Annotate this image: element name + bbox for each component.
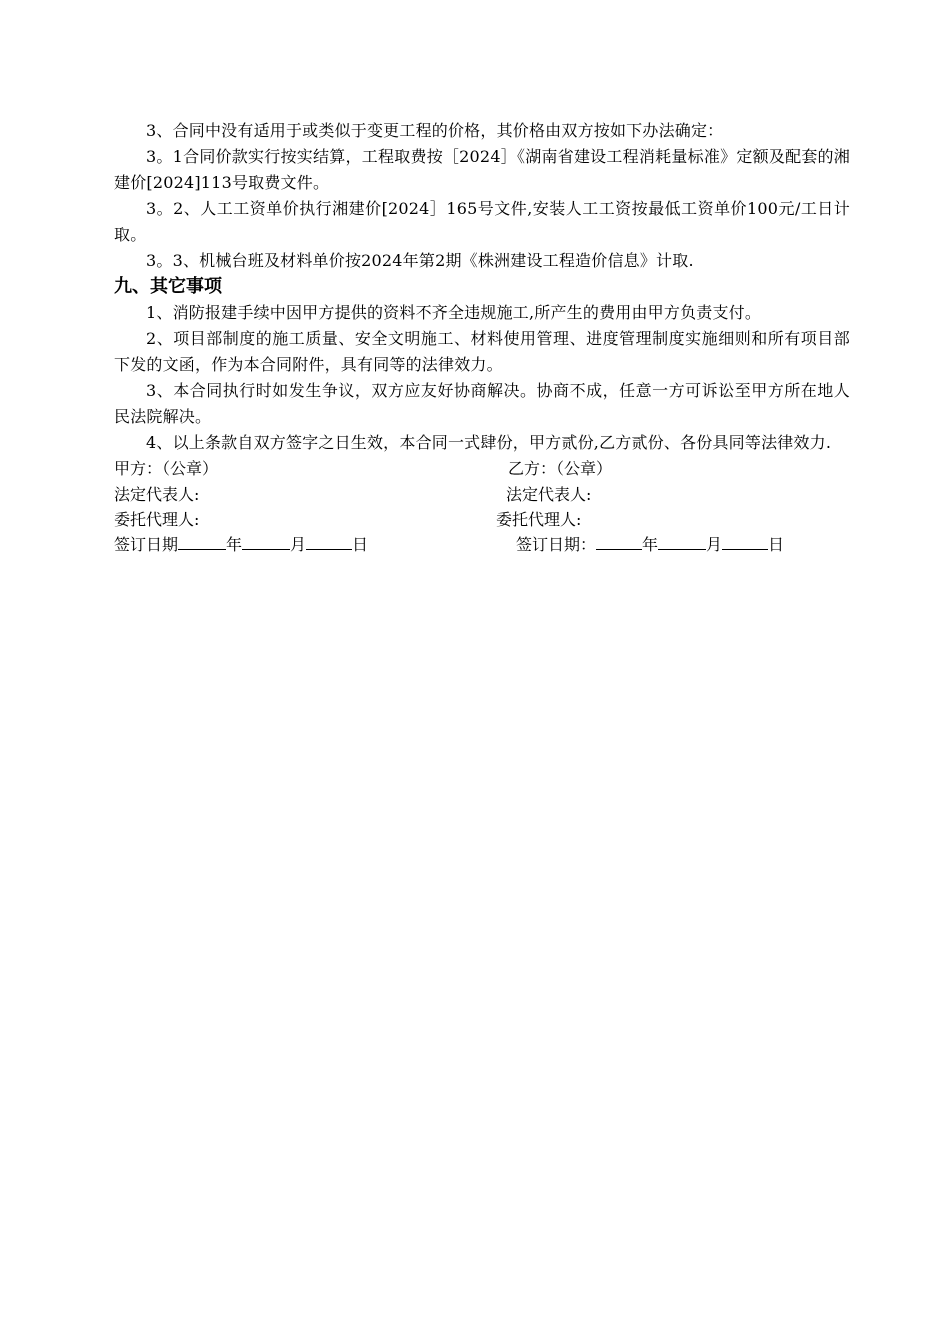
clause-3-1: 3。1合同价款实行按实结算，工程取费按［2024］《湖南省建设工程消耗量标准》定额及配套的湘建价[2024]113号取费文件。	[114, 147, 850, 192]
signature-block	[114, 456, 850, 556]
section-9-heading: 九、其它事项	[114, 276, 222, 297]
party-b-month-label: 月	[706, 535, 723, 554]
section-9-item-1: 1、消防报建手续中因甲方提供的资料不齐全违规施工,所产生的费用由甲方负责支付。	[146, 303, 762, 322]
party-a-month-blank	[242, 533, 290, 550]
party-a-legal-rep: 法定代表人:	[114, 485, 200, 504]
party-b-sign-date	[516, 532, 784, 558]
party-a-year-label: 年	[226, 535, 243, 554]
party-a-sign-date	[114, 532, 368, 558]
section-9-item-3: 3、本合同执行时如发生争议，双方应友好协商解决。协商不成，任意一方可诉讼至甲方所在地人民法院解决。	[114, 381, 850, 426]
party-a-day-label: 日	[352, 535, 369, 554]
party-b-agent: 委托代理人:	[496, 510, 582, 529]
party-b-date-prefix: 签订日期：	[516, 535, 597, 554]
section-9-item-4: 4、以上条款自双方签字之日生效，本合同一式肆份，甲方贰份,乙方贰份、各份具同等法律效力.	[146, 433, 832, 452]
party-a-day-blank	[306, 533, 352, 550]
section-9-item-2: 2、项目部制度的施工质量、安全文明施工、材料使用管理、进度管理制度实施细则和所有项目部下发的文函，作为本合同附件，具有同等的法律效力。	[114, 329, 850, 374]
party-b-label: 乙方：（公章）	[508, 459, 613, 478]
clause-3-3: 3。3、机械台班及材料单价按2024年第2期《株洲建设工程造价信息》计取.	[146, 251, 694, 270]
party-b-day-label: 日	[768, 535, 785, 554]
party-b-year-label: 年	[642, 535, 659, 554]
party-b-legal-rep: 法定代表人:	[506, 485, 592, 504]
party-b-month-blank	[658, 533, 706, 550]
clause-3-2: 3。2、人工工资单价执行湘建价[2024］165号文件,安装人工工资按最低工资单价100元/工日计取。	[114, 199, 850, 244]
party-a-year-blank	[178, 533, 226, 550]
party-b-year-blank	[596, 533, 642, 550]
clause-3-intro: 3、合同中没有适用于或类似于变更工程的价格，其价格由双方按如下办法确定：	[146, 121, 724, 140]
party-a-label: 甲方：（公章）	[114, 459, 219, 478]
party-a-month-label: 月	[290, 535, 307, 554]
party-a-agent: 委托代理人:	[114, 510, 200, 529]
party-a-date-prefix: 签订日期	[114, 535, 179, 554]
document-page	[114, 118, 850, 556]
party-b-day-blank	[722, 533, 768, 550]
